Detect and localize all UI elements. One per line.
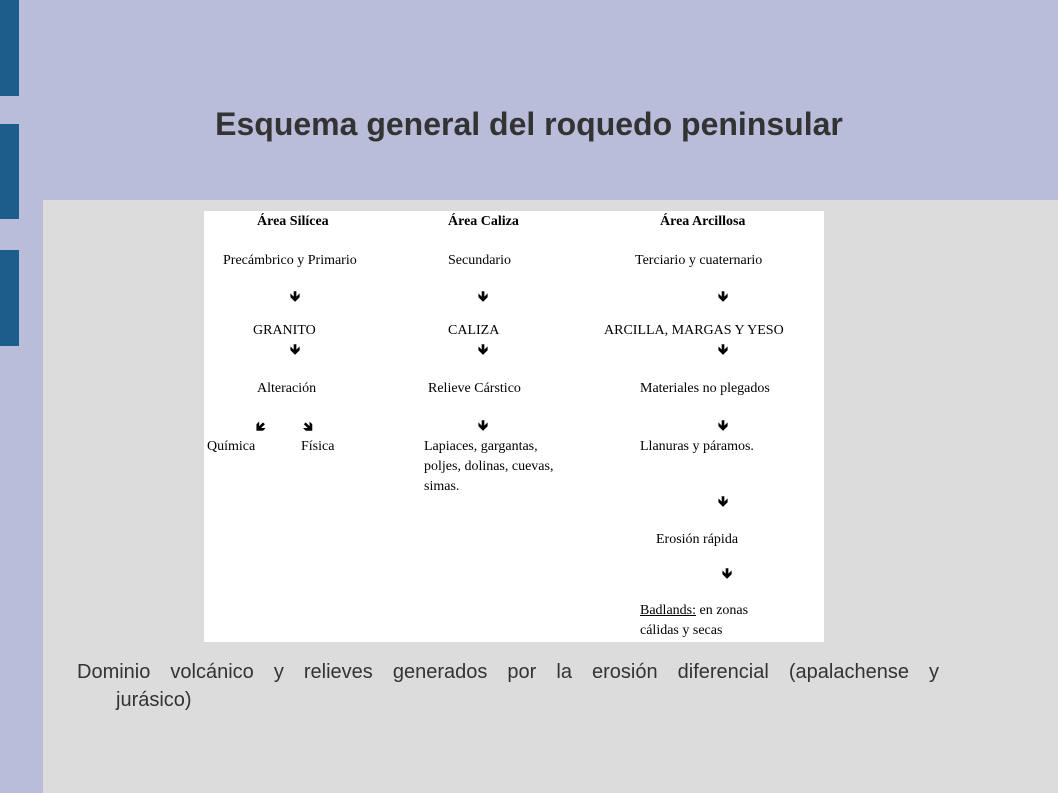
- branch-fisica: Física: [301, 439, 335, 454]
- erosion-arcillosa: Erosión rápida: [656, 532, 739, 547]
- header-silicea: Área Silícea: [257, 214, 329, 229]
- badlands-label: Badlands:: [640, 603, 696, 618]
- era-arcillosa: Terciario y cuaternario: [635, 253, 763, 268]
- arrow-down-icon: 🡻: [718, 494, 729, 510]
- slide-title: Esquema general del roquedo peninsular: [215, 106, 843, 142]
- era-silicea: Precámbrico y Primario: [223, 253, 357, 268]
- process-caliza: Relieve Cárstico: [428, 381, 521, 396]
- process-arcillosa: Materiales no plegados: [640, 381, 770, 396]
- result-arcillosa: Llanuras y páramos.: [640, 439, 754, 454]
- arrow-down-icon: 🡻: [718, 289, 729, 305]
- result-caliza-line2: poljes, dolinas, cuevas,: [424, 459, 554, 474]
- badlands-rest: en zonas: [696, 603, 749, 618]
- badlands-line1: [640, 601, 748, 621]
- rock-arcillosa: ARCILLA, MARGAS Y YESO: [604, 323, 784, 338]
- arrow-down-right-icon: 🡾: [303, 419, 313, 435]
- header-arcillosa: Área Arcillosa: [660, 214, 746, 229]
- arrow-down-icon: 🡻: [478, 418, 489, 434]
- era-caliza: Secundario: [448, 253, 511, 268]
- arrow-down-icon: 🡻: [478, 289, 489, 305]
- rock-caliza: CALIZA: [448, 323, 500, 338]
- rock-silicea: GRANITO: [253, 323, 316, 338]
- arrow-down-icon: 🡻: [478, 342, 489, 358]
- caption-line1: Dominio volcánico y relieves generados por la erosión diferencial (apalachense y: [77, 661, 939, 683]
- header-band: [0, 0, 1058, 200]
- accent-tab: [0, 250, 19, 346]
- badlands-line2: cálidas y secas: [640, 623, 723, 638]
- result-caliza-line3: simas.: [424, 479, 460, 494]
- arrow-down-icon: 🡻: [718, 342, 729, 358]
- rock-diagram: [204, 211, 824, 642]
- result-caliza-line1: Lapiaces, gargantas,: [424, 439, 538, 454]
- process-silicea: Alteración: [257, 381, 317, 396]
- branch-quimica: Química: [207, 439, 256, 454]
- arrow-down-icon: 🡻: [722, 566, 733, 582]
- arrow-down-icon: 🡻: [290, 342, 301, 358]
- arrow-down-left-icon: 🡿: [256, 419, 266, 435]
- arrow-down-icon: 🡻: [290, 289, 301, 305]
- arrow-down-icon: 🡻: [718, 418, 729, 434]
- header-caliza: Área Caliza: [448, 214, 519, 229]
- caption-line2: jurásico): [116, 689, 192, 711]
- accent-tab: [0, 0, 19, 96]
